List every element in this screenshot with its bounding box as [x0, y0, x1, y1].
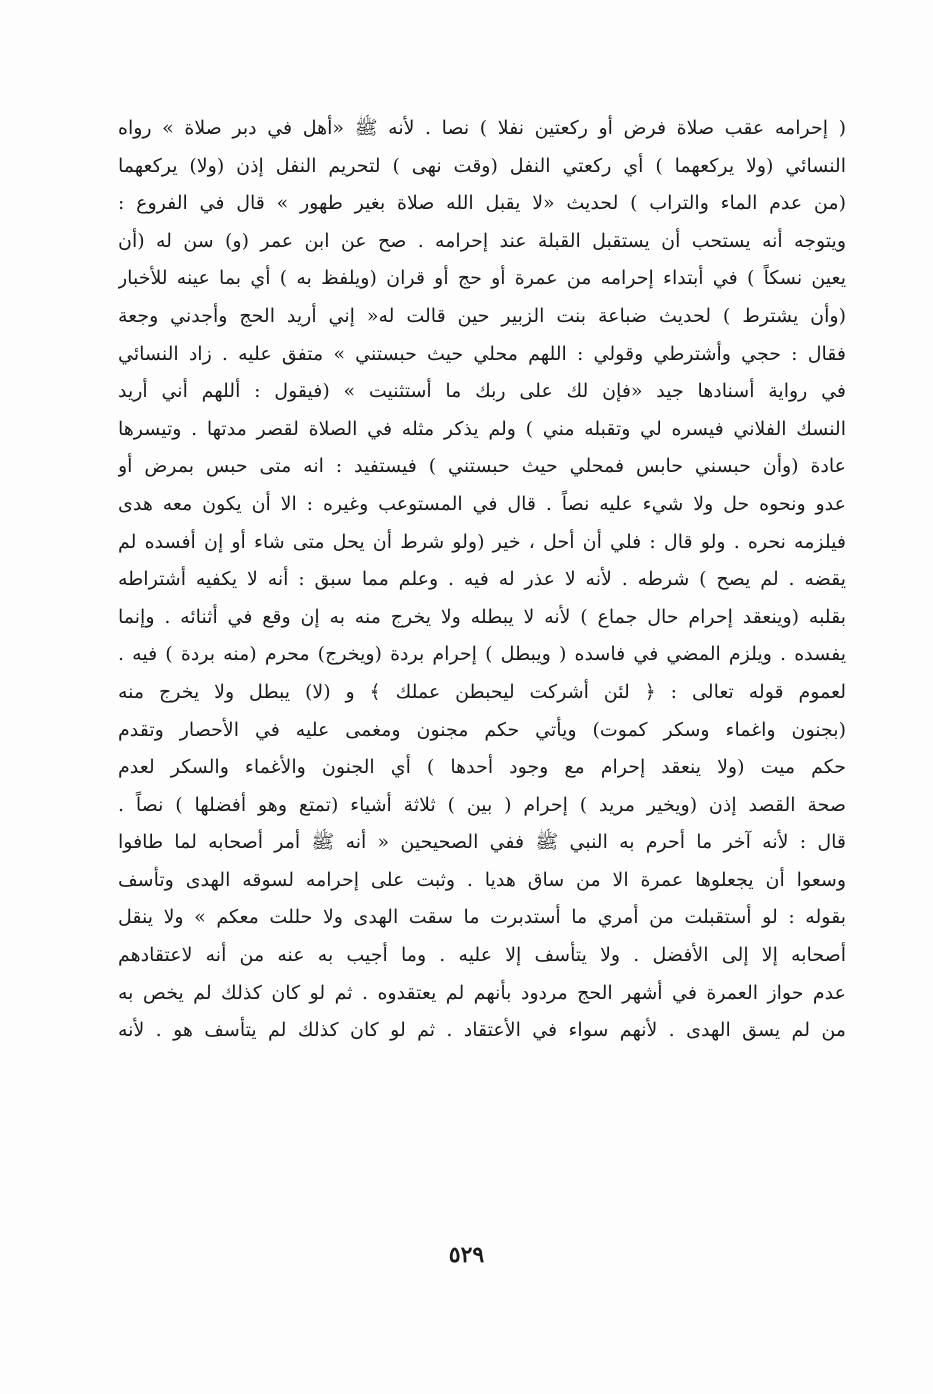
- text-line: في رواية أسنادها جيد «فإن لك على ربك ما أستثنيت » (فيقول : أللهم أني أريد: [118, 380, 846, 403]
- text-line: بقلبه (وينعقد إحرام حال جماع ) لأنه لا يبطله ولا يخرج منه به إن وقع في أثنائه . وإنما: [118, 605, 846, 628]
- text-line: حكم ميت (ولا ينعقد إحرام مع وجود أحدها ) أي الجنون والأغماء والسكر لعدم: [118, 756, 846, 779]
- text-line: (وأن يشترط ) لحديث ضباعة بنت الزبير حين قالت له« إني أريد الحج وأجدني وجعة: [118, 304, 846, 327]
- body-text: [118, 110, 846, 1050]
- text-line: (من عدم الماء والتراب ) لحديث «لا يقبل الله صلاة بغير طهور » قال في الفروع :: [118, 192, 846, 215]
- text-line: صحة القصد إذن (ويخير مريد ) إحرام ( بين ) ثلاثة أشياء (تمتع وهو أفضلها ) نصاً .: [118, 793, 846, 816]
- text-line: ويتوجه أنه يستحب أن يستقبل القبلة عند إحرامه . صح عن ابن عمر (و) سن له (أن: [118, 229, 846, 252]
- text-line: النسائي (ولا يركعهما ) أي ركعتي النفل (وقت نهى ) لتحريم النفل إذن (ولا) يركعهما: [118, 154, 846, 177]
- text-line: أصحابه إلا إلى الأفضل . ولا يتأسف إلا عليه . وما أجيب به عنه من أنه لاعتقادهم: [118, 944, 846, 967]
- text-line: فيلزمه نحره . ولو قال : فلي أن أحل ، خير (ولو شرط أن يحل متى شاء أو إن أفسده لم: [118, 530, 846, 553]
- page-number: ٥٢٩: [448, 1242, 485, 1268]
- text-line: عدو ونحوه حل ولا شيء عليه نصاً . قال في المستوعب وغيره : الا أن يكون معه هدى: [118, 492, 846, 515]
- text-line: قال : لأنه آخر ما أحرم به النبي ﷺ ففي الصحيحين « أنه ﷺ أمر أصحابه لما طافوا: [118, 831, 846, 854]
- text-line: بقوله : لو أستقبلت من أمري ما أستدبرت ما سقت الهدى ولا حللت معكم » ولا ينقل: [118, 906, 846, 929]
- text-line: عادة (وأن حبسني حابس فمحلي حيث حبستني ) فيستفيد : انه متى حبس بمرض أو: [118, 455, 846, 478]
- text-line: فقال : حجي وأشترطي وقولي : اللهم محلي حيث حبستني » متفق عليه . زاد النسائي: [118, 342, 846, 365]
- text-line: يفسده . ويلزم المضي في فاسده ( ويبطل ) إحرام بردة (ويخرج) محرم (منه بردة ) فيه .: [118, 643, 846, 666]
- text-line: (بجنون واغماء وسكر كموت) ويأتي حكم مجنون ومغمى عليه في الأحصار وتقدم: [118, 718, 846, 741]
- text-line: النسك الفلاني فيسره لي وتقبله مني ) ولم يذكر مثله في الصلاة لقصر مدتها . وتيسرها: [118, 417, 846, 440]
- text-line: من لم يسق الهدى . لأنهم سواء في الأعتقاد . ثم لو كان كذلك لم يتأسف هو . لأنه: [118, 1019, 846, 1042]
- text-line: يقضه . لم يصح ) شرطه . لأنه لا عذر له فيه . وعلم مما سبق : أنه لا يكفيه أشتراطه: [118, 568, 846, 591]
- text-line: وسعوا أن يجعلوها عمرة الا من ساق هديا . وثبت على إحرامه لسوقه الهدى وتأسف: [118, 868, 846, 891]
- text-line: لعموم قوله تعالى : ﴿ لئن أشركت ليحبطن عملك ﴾ و (لا) يبطل ولا يخرج منه: [118, 680, 846, 703]
- text-line: يعين نسكاً ) في أبتداء إحرامه من عمرة أو حج أو قران (ويلفظ به ) أي بما عينه للأخبار: [118, 267, 846, 290]
- text-line: عدم حواز العمرة في أشهر الحج مردود بأنهم لم يعتقدوه . ثم لو كان كذلك لم يخص به: [118, 981, 846, 1004]
- text-line: ( إحرامه عقب صلاة فرض أو ركعتين نفلا ) نصا . لأنه ﷺ «أهل في دبر صلاة » رواه: [118, 117, 846, 139]
